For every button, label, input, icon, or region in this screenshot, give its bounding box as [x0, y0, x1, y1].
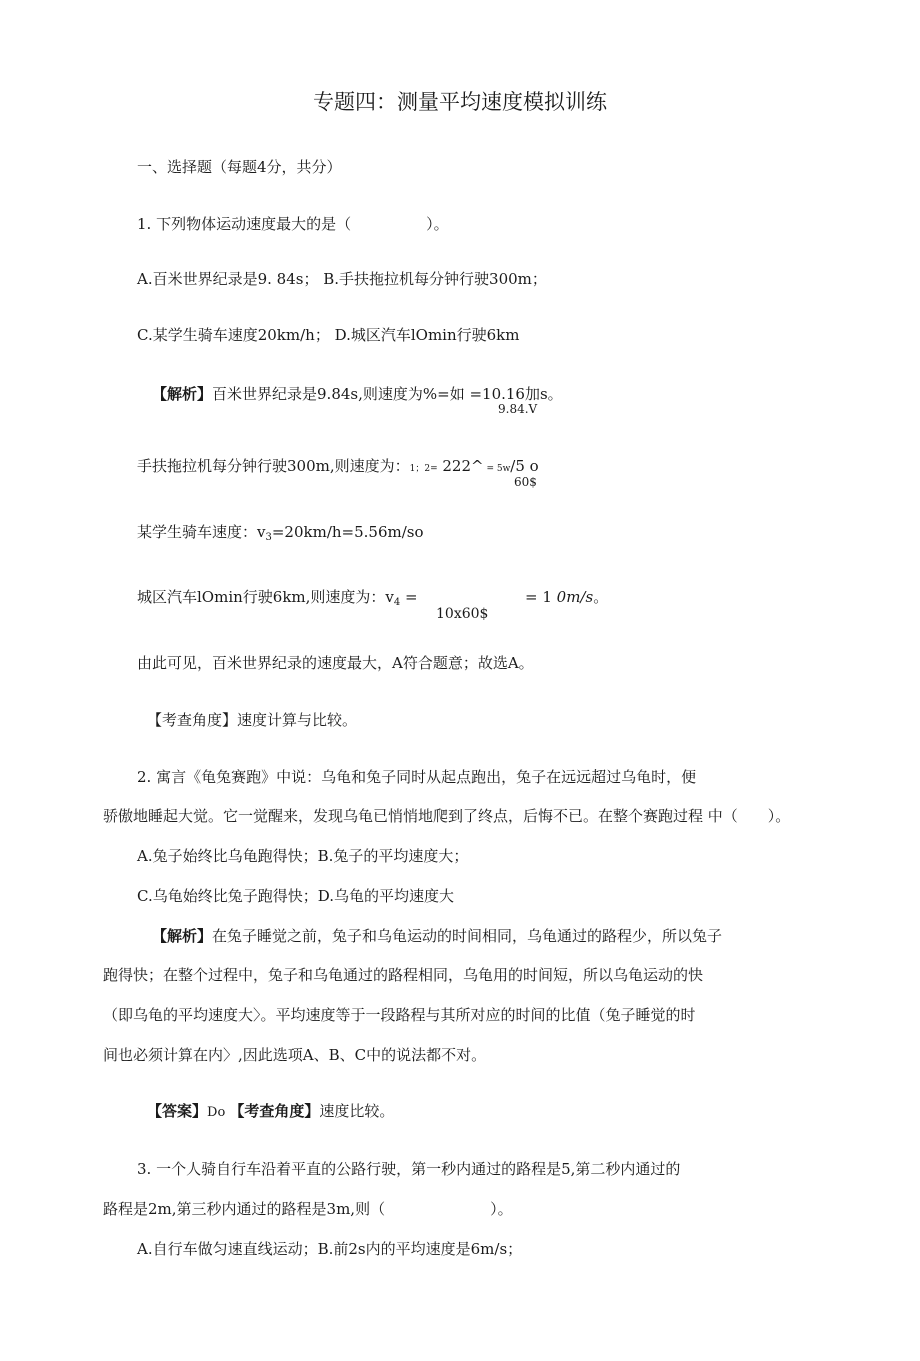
q1-conclusion: 由此可见，百米世界纪录的速度最大，A符合题意；故选A。 — [137, 654, 534, 672]
q3-options-ab: A.自行车做匀速直线运动；B.前2s内的平均速度是6m/s； — [137, 1240, 523, 1258]
q1-analysis-line1 — [152, 384, 563, 404]
analysis-text: 手扶拖拉机每分钟行驶300m,则速度为： — [137, 457, 410, 475]
analysis-formula-part: /5 o — [510, 457, 539, 475]
q2-answer — [147, 1101, 394, 1123]
analysis-text: 在兔子睡觉之前，兔子和乌龟运动的时间相同，乌龟通过的路程少，所以兔子 — [212, 927, 723, 945]
q2-options-ab: A.兔子始终比乌龟跑得快；B.兔子的平均速度大； — [137, 847, 469, 865]
q1-analysis-line4-result — [525, 587, 608, 607]
analysis-tag: 【解析】 — [152, 927, 213, 945]
analysis-formula-part: 1；2= — [409, 464, 438, 474]
q1-analysis-line4-denominator: 10x60$ — [436, 606, 489, 622]
q3-stem-line2: 路程是2m,第三秒内通过的路程是3m,则（ ）。 — [103, 1200, 513, 1218]
q1-analysis-line4 — [137, 587, 418, 613]
q1-options-ab: A.百米世界纪录是9. 84s； B.手扶拖拉机每分钟行驶300m； — [137, 270, 547, 288]
answer-text: Do — [207, 1105, 230, 1120]
q2-analysis-line4: 间也必须计算在内〉,因此选项A、B、C中的说法都不对。 — [103, 1046, 487, 1064]
q3-stem-line1: 3. 一个人骑自行车沿着平直的公路行驶，第一秒内通过的路程是5,第二秒内通过的 — [137, 1160, 681, 1178]
angle-tag: 【考查角度】 — [229, 1102, 320, 1120]
analysis-text: = — [400, 588, 418, 606]
q2-stem-line2: 骄傲地睡起大觉。它一觉醒来，发现乌龟已悄悄地爬到了终点，后悔不已。在整个赛跑过程 中（ ）。 — [103, 807, 791, 825]
q1-options-cd: C.某学生骑车速度20km/h； D.城区汽车lOmin行驶6km — [137, 326, 520, 344]
analysis-text: 城区汽车lOmin行驶6km,则速度为：v — [137, 588, 394, 606]
q1-stem: 1. 下列物体运动速度最大的是（ ）。 — [137, 215, 449, 233]
analysis-formula-part: = 5w — [483, 464, 511, 474]
q1-analysis-line3 — [137, 522, 424, 548]
q2-analysis-line2: 跑得快；在整个过程中，兔子和乌龟通过的路程相同，乌龟用的时间短，所以乌龟运动的快 — [103, 966, 704, 984]
analysis-text: = 1 — [525, 588, 557, 606]
angle-text: 速度比较。 — [319, 1102, 395, 1120]
analysis-tag: 【解析】 — [152, 385, 213, 403]
q1-analysis-line2-sub: 60$ — [514, 475, 537, 489]
q2-options-cd: C.乌龟始终比兔子跑得快；D.乌龟的平均速度大 — [137, 887, 454, 905]
analysis-formula-part: 222^ — [437, 457, 484, 475]
q1-analysis-line1-sub: 9.84.V — [498, 402, 538, 416]
q2-stem-line1: 2. 寓言《龟兔赛跑》中说：乌龟和兔子同时从起点跑出，兔子在远远超过乌龟时，便 — [137, 768, 697, 786]
analysis-text: 某学生骑车速度：v — [137, 523, 266, 541]
q2-analysis-line3: （即乌龟的平均速度大〉。平均速度等于一段路程与其所对应的时间的比值（兔子睡觉的时 — [103, 1006, 696, 1024]
analysis-text: 。 — [593, 588, 609, 606]
answer-tag: 【答案】 — [147, 1102, 208, 1120]
analysis-text: 百米世界纪录是9.84s,则速度为%=如 =10.16加s。 — [212, 385, 563, 403]
subscript: 3 — [265, 532, 272, 543]
analysis-unit: 0m/s — [556, 588, 594, 606]
subscript: 4 — [393, 597, 401, 608]
section-header: 一、选择题（每题4分，共分） — [137, 158, 342, 176]
q1-angle: 【考查角度】速度计算与比较。 — [147, 711, 358, 729]
analysis-text: =20km/h=5.56m/so — [271, 523, 424, 541]
q1-analysis-line2 — [137, 456, 539, 479]
page-title: 专题四：测量平均速度模拟训练 — [313, 90, 607, 114]
q2-analysis-line1 — [152, 926, 722, 946]
